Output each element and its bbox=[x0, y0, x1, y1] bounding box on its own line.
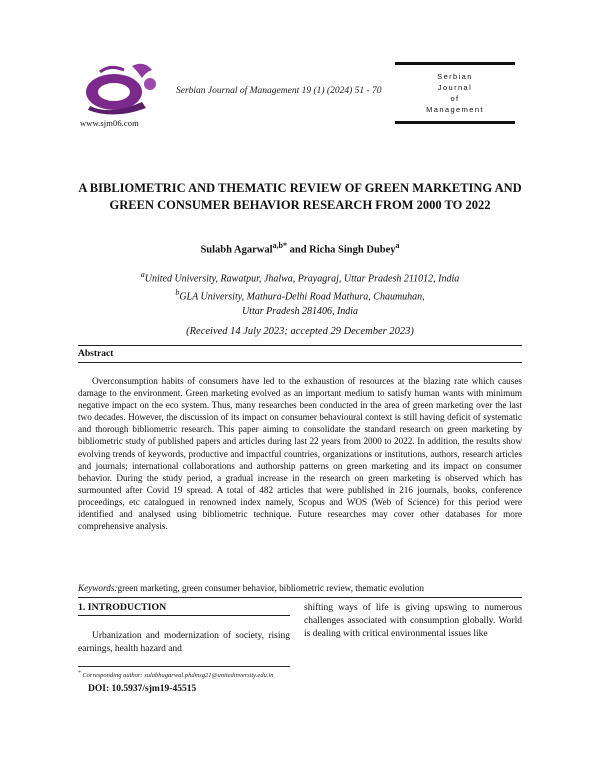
author-affiliation-mark: a bbox=[395, 241, 400, 250]
affiliations bbox=[60, 268, 540, 319]
author-name: Sulabh Agarwal bbox=[200, 244, 273, 256]
doi: DOI: 10.5937/sjm19-45515 bbox=[88, 684, 197, 694]
affiliation-mark: a bbox=[140, 270, 145, 279]
abstract-heading: Abstract bbox=[78, 349, 114, 359]
masthead-word: Serbian bbox=[437, 72, 473, 81]
section-heading: 1. INTRODUCTION bbox=[78, 602, 167, 613]
footnote-mark: * bbox=[78, 670, 81, 676]
journal-masthead bbox=[395, 62, 515, 124]
affiliation-b: GLA University, Mathura-Delhi Road Mathura, Chaumuhan, bbox=[179, 291, 425, 303]
divider bbox=[78, 345, 522, 346]
divider bbox=[78, 615, 290, 616]
abstract-body: Overconsumption habits of consumers have led to the exhaustion of resources at the blazing rate which causes damage to the environment. Green marketing evolved as an important medium to satisfy human wants with minimum negative impact on the eco system. Thus, many researches been conducted in the area of green marketing over the last two decades. However, the discussion of its impact on consumer behavioural context is still having deficit of systematic and thorough bibliometric research. This paper aiming to consolidate the standard research on green marketing by bibliometric study of published papers and articles during last 22 years from 2000 to 2022. In addition, the results show evolving trends of keywords, productive and impactful countries, organizations or institutions, authors, research articles and journals; international collaborations and authorship patterns on green marketing and its impact on consumer behavior. During the study period, a gradual increase in the research on green marketing is observed which has surmounted after Covid 19 spread. A total of 482 articles that were published in 216 journals, books, conference proceedings, etc catalogued in renowned index namely, Scopus and WOS (Web of Science) for this period were identified and analysed using bibliometric technique. Future researches may cover other databases for more comprehensive analysis. bbox=[78, 376, 522, 532]
keywords-line bbox=[78, 583, 522, 593]
journal-logo-icon bbox=[80, 58, 164, 116]
corresponding-author-footnote bbox=[78, 670, 274, 679]
article-title: A BIBLIOMETRIC AND THEMATIC REVIEW OF GREEN MARKETING AND GREEN CONSUMER BEHAVIOR RESEARCH FROM 2000 TO 2022 bbox=[78, 181, 522, 212]
masthead-word: Journal bbox=[437, 83, 473, 92]
author-affiliation-mark: a,b* bbox=[272, 241, 287, 250]
footnote-divider bbox=[78, 666, 290, 667]
divider bbox=[78, 362, 522, 363]
author-join: and bbox=[286, 244, 310, 256]
journal-citation-line: Serbian Journal of Management 19 (1) (2024) 51 - 70 bbox=[176, 86, 382, 96]
keywords-list: green marketing, green consumer behavior, bibliometric review, thematic evolution bbox=[117, 583, 424, 593]
masthead-word: Management bbox=[426, 105, 484, 114]
journal-website: www.sjm06.com bbox=[80, 118, 139, 128]
footnote-text: Corresponding author: sulabhagarwal.phdmsg21@unitedinversity.edu.in bbox=[82, 672, 274, 680]
divider bbox=[78, 597, 522, 598]
author-name: Richa Singh Dubey bbox=[309, 244, 396, 256]
keywords-label: Keywords: bbox=[78, 583, 118, 593]
affiliation-mark: b bbox=[175, 288, 180, 298]
masthead-word: of bbox=[450, 94, 460, 103]
author-line bbox=[60, 241, 540, 256]
intro-right-column: shifting ways of life is giving upswing to numerous challenges associated with consumption globally. World is dealing with critical environmental issues like bbox=[304, 603, 522, 639]
intro-left-column: Urbanization and modernization of society, rising earnings, health hazard and bbox=[78, 631, 290, 654]
affiliation-a: United University, Rawatpur, Jhalwa, Prayagraj, Uttar Pradesh 211012, India bbox=[144, 273, 460, 285]
affiliation-b-line2: Uttar Pradesh 281406, India bbox=[241, 305, 359, 317]
received-dates: (Received 14 July 2023; accepted 29 December 2023) bbox=[186, 326, 414, 337]
